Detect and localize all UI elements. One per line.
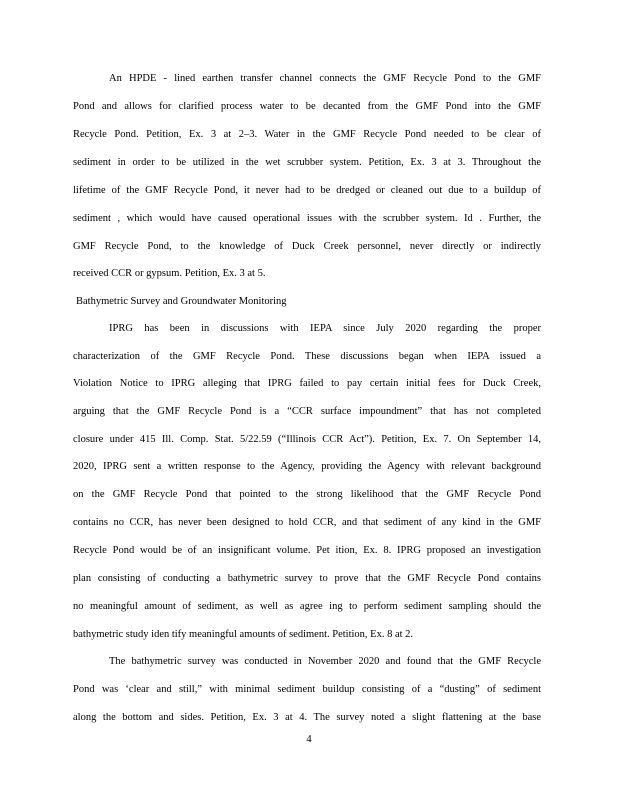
text-line: bathymetric study iden tify meaningful amounts of sediment. Petition, Ex. 8 at 2.: [73, 629, 414, 640]
text-line: on the GMF Recycle Pond that pointed to the strong likelihood that the GMF Recycle Pond: [73, 489, 541, 500]
text-line: 2020, IPRG sent a written response to the Agency, providing the Agency with relevant background: [73, 461, 541, 472]
text-line: Recycle Pond. Petition, Ex. 3 at 2–3. Water in the GMF Recycle Pond needed to be clear of: [73, 129, 541, 140]
text-line: received CCR or gypsum. Petition, Ex. 3 at 5.: [73, 268, 266, 279]
text-line: contains no CCR, has never been designed to hold CCR, and that sediment of any kind in the GMF: [73, 517, 541, 528]
text-line: Pond and allows for clarified process water to be decanted from the GMF Pond into the GMF: [73, 101, 541, 112]
text-line: plan consisting of conducting a bathymetric survey to prove that the GMF Recycle Pond contains: [73, 573, 541, 584]
text-line: along the bottom and sides. Petition, Ex. 3 at 4. The survey noted a slight flattening at the base: [73, 712, 541, 723]
text-line: Recycle Pond would be of an insignificant volume. Pet ition, Ex. 8. IPRG proposed an investigation: [73, 545, 541, 556]
text-line: GMF Recycle Pond, to the knowledge of Duck Creek personnel, never directly or indirectly: [73, 241, 541, 252]
text-line: Violation Notice to IPRG alleging that IPRG failed to pay certain initial fees for Duck Creek,: [73, 378, 541, 389]
text-line: no meaningful amount of sediment, as well as agree ing to perform sediment sampling should the: [73, 601, 541, 612]
text-line: sediment in order to be utilized in the wet scrubber system. Petition, Ex. 3 at 3. Throughout the: [73, 157, 541, 168]
text-line: closure under 415 Ill. Comp. Stat. 5/22.59 (“Illinois CCR Act”). Petition, Ex. 7. On September 14,: [73, 434, 541, 445]
text-line: sediment , which would have caused operational issues with the scrubber system. Id . Further, the: [73, 213, 541, 224]
text-line: The bathymetric survey was conducted in November 2020 and found that the GMF Recycle: [109, 656, 541, 667]
text-line: Pond was ‘clear and still,” with minimal sediment buildup consisting of a “dusting” of sediment: [73, 684, 541, 695]
section-heading: Bathymetric Survey and Groundwater Monitoring: [76, 296, 287, 307]
text-line: arguing that the GMF Recycle Pond is a “CCR surface impoundment” that has not completed: [73, 406, 541, 417]
text-line: An HPDE - lined earthen transfer channel connects the GMF Recycle Pond to the GMF: [109, 73, 541, 84]
text-line: lifetime of the GMF Recycle Pond, it never had to be dredged or cleaned out due to a buildup of: [73, 185, 541, 196]
page-number: 4: [306, 734, 312, 745]
text-line: IPRG has been in discussions with IEPA since July 2020 regarding the proper: [109, 323, 541, 334]
text-line: characterization of the GMF Recycle Pond. These discussions began when IEPA issued a: [73, 351, 541, 362]
